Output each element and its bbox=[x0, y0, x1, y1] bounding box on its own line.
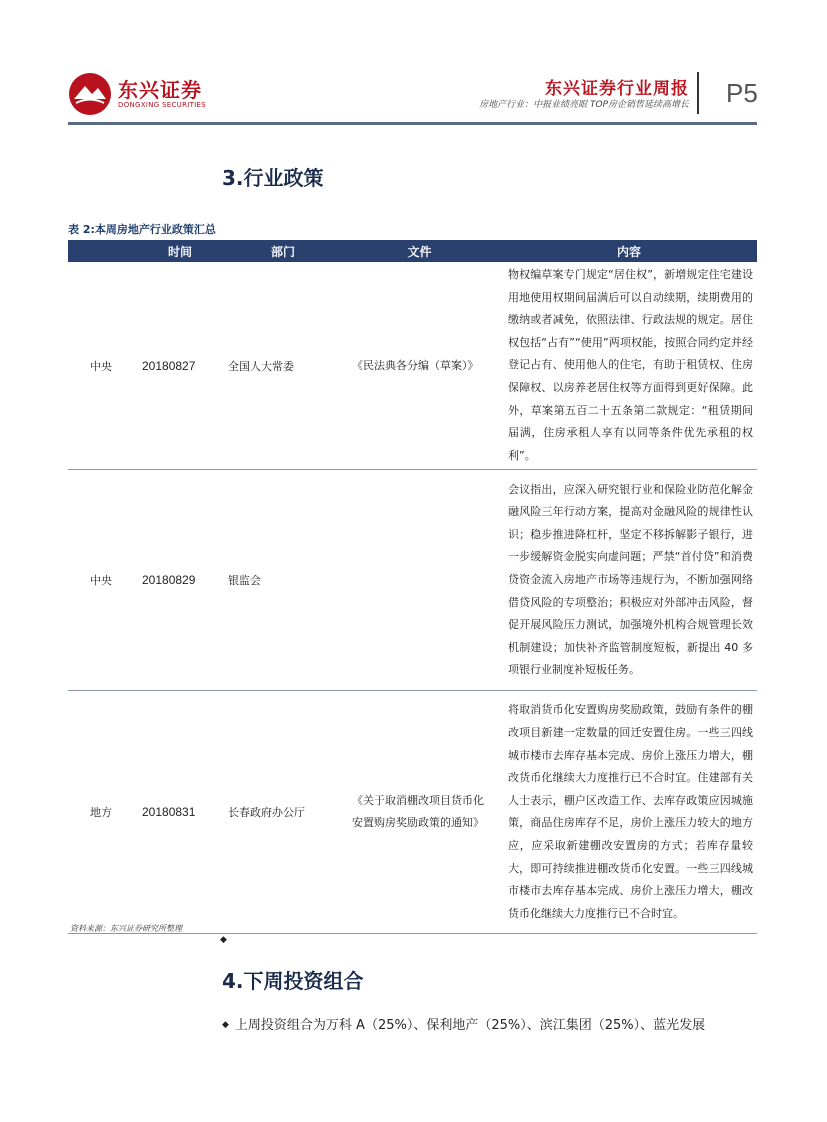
report-subtitle: 房地产行业：中报业绩亮眼 TOP房企销售延续高增长 bbox=[479, 100, 689, 110]
cell-file: 《关于取消棚改项目货币化安置购房奖励政策的通知》 bbox=[338, 691, 501, 934]
cell-content: 将取消货币化安置购房奖励政策，鼓励有条件的棚改项目新建一定数量的回迁安置住房。一些三四线城市楼市去库存基本完成、房价上涨压力增大，棚改货币化继续大力度推行已不合时宜。住建部有关人士表示，棚户区改造工作、去库存政策应因城施策，商品住房库存不足，房价上涨压力较大的地方应，应采取新建棚改安置房的方式；若库存量较大，即可持续推进棚改货币化安置。一些三四线城市楼市去库存基本完成、房价上涨压力增大，棚改货币化继续大力度推行已不合时宜。 bbox=[501, 691, 757, 934]
cell-time: 20180829 bbox=[132, 470, 228, 691]
policy-table bbox=[68, 240, 757, 934]
cell-file bbox=[338, 470, 501, 691]
report-title: 东兴证券行业周报 bbox=[545, 79, 689, 99]
cell-time: 20180831 bbox=[132, 691, 228, 934]
cell-region: 地方 bbox=[68, 691, 132, 934]
cell-region: 中央 bbox=[68, 262, 132, 470]
cell-department: 全国人大常委 bbox=[228, 262, 338, 470]
brand-name: 东兴证券 bbox=[118, 78, 202, 102]
cell-department: 银监会 bbox=[228, 470, 338, 691]
cell-time: 20180827 bbox=[132, 262, 228, 470]
cell-content: 物权编草案专门规定“居住权”，新增规定住宅建设用地使用权期间届满后可以自动续期，续期费用的缴纳或者减免，依照法律、行政法规的规定。居住权包括“占有”“使用”两项权能，按照合同约定并经登记占有、使用他人的住宅，有助于租赁权、住房保障权、以房养老居住权等方面得到更好保障。此外，草案第五百二十五条第二款规定：“租赁期间届满，住房承租人享有以同等条件优先承租的权利”。 bbox=[501, 262, 757, 470]
portfolio-text: 上周投资组合为万科 A（25%）、保利地产（25%）、滨江集团（25%）、蓝光发展 bbox=[234, 1018, 706, 1033]
bullet-marker: ◆ bbox=[220, 935, 227, 945]
brand-name-en: DONGXING SECURITIES bbox=[118, 101, 207, 109]
column-header-content: 内容 bbox=[501, 240, 757, 262]
table-header-row bbox=[68, 240, 757, 262]
table-row bbox=[68, 262, 757, 470]
table-caption: 表 2:本周房地产行业政策汇总 bbox=[68, 223, 216, 236]
section-title-policy: 3.行业政策 bbox=[222, 166, 324, 190]
header-rule bbox=[68, 122, 757, 125]
section-title-portfolio: 4.下周投资组合 bbox=[222, 969, 364, 993]
column-header-region bbox=[68, 240, 132, 262]
column-header-department: 部门 bbox=[228, 240, 338, 262]
table-row bbox=[68, 470, 757, 691]
cell-file: 《民法典各分编（草案）》 bbox=[338, 262, 501, 470]
cell-content: 会议指出，应深入研究银行业和保险业防范化解金融风险三年行动方案，提高对金融风险的规律性认识；稳步推进降杠杆，坚定不移拆解影子银行，进一步缓解资金脱实向虚问题；严禁“首付贷”和消费贷资金流入房地产市场等违规行为，不断加强网络借贷风险的专项整治；积极应对外部冲击风险，督促开展风险压力测试，加强境外机构合规管理长效机制建设；加快补齐监管制度短板，新提出 40 多项银行业制度补短板任务。 bbox=[501, 470, 757, 691]
header-divider bbox=[697, 72, 699, 114]
column-header-file: 文件 bbox=[338, 240, 501, 262]
bullet-marker: ◆ bbox=[222, 1020, 229, 1030]
table-row bbox=[68, 691, 757, 934]
cell-region: 中央 bbox=[68, 470, 132, 691]
portfolio-bullet bbox=[222, 1014, 705, 1033]
page-number: P5 bbox=[726, 78, 758, 108]
cell-department: 长春政府办公厅 bbox=[228, 691, 338, 934]
dongxing-logo-icon bbox=[68, 72, 112, 116]
page-header bbox=[0, 0, 827, 130]
column-header-time: 时间 bbox=[132, 240, 228, 262]
table-source-note: 资料来源：东兴证券研究所整理 bbox=[70, 924, 182, 933]
